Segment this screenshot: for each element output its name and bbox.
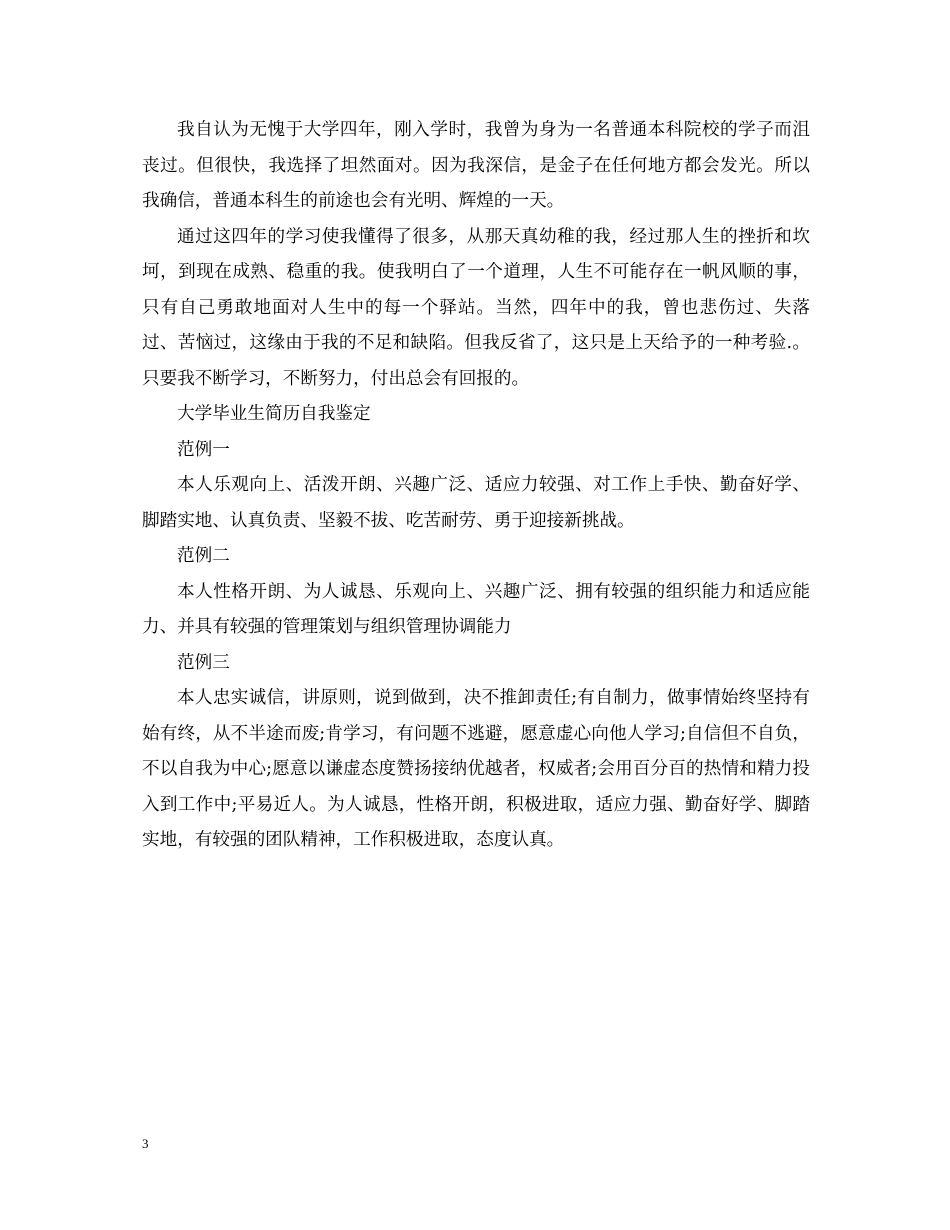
example-heading-1: 范例一 [177,439,230,460]
paragraph-self-assessment-intro: 我自认为无愧于大学四年，刚入学时，我曾为身为一名普通本科院校的学子而沮丧过。但很快，我选择了坦然面对。因为我深信，是金子在任何地方都会发光。所以我确信，普通本科生的前途也会有光明、辉煌的一天。 [142,120,810,211]
section-heading-resume-self-assessment: 大学毕业生简历自我鉴定 [177,404,371,424]
example-text-2: 本人性格开朗、为人诚恳、乐观向上、兴趣广泛、拥有较强的组织能力和适应能力、并具有较强的管理策划与组织管理协调能力 [142,581,810,637]
example-text-1: 本人乐观向上、活泼开朗、兴趣广泛、适应力较强、对工作上手快、勤奋好学、脚踏实地、认真负责、坚毅不拔、吃苦耐劳、勇于迎接新挑战。 [142,475,810,531]
document-body [142,113,810,859]
page-number: 3 [142,1136,149,1151]
example-heading-2: 范例二 [177,546,230,566]
paragraph-four-years-growth: 通过这四年的学习使我懂得了很多，从那天真幼稚的我，经过那人生的挫折和坎坷，到现在成熟、稳重的我。使我明白了一个道理，人生不可能存在一帆风顺的事，只有自己勇敢地面对人生中的每一个驿站。当然，四年中的我，曾也悲伤过、失落过、苦恼过，这缘由于我的不足和缺陷。但我反省了，这只是上天给予的一种考验.。 只要我不断学习，不断努力，付出总会有回报的。 [142,226,810,389]
example-heading-3: 范例三 [177,652,230,673]
example-text-3: 本人忠实诚信，讲原则，说到做到，决不推卸责任;有自制力，做事情始终坚持有始有终，从不半途而废;肯学习，有问题不逃避，愿意虚心向他人学习;自信但不自负，不以自我为中心;愿意以谦虚态度赞扬接纳优越者，权威者;会用百分百的热情和精力投入到工作中;平易近人。为人诚恳，性格开朗，积极进取，适应力强、勤奋好学、脚踏实地，有较强的团队精神，工作积极进取，态度认真。 [142,688,810,850]
